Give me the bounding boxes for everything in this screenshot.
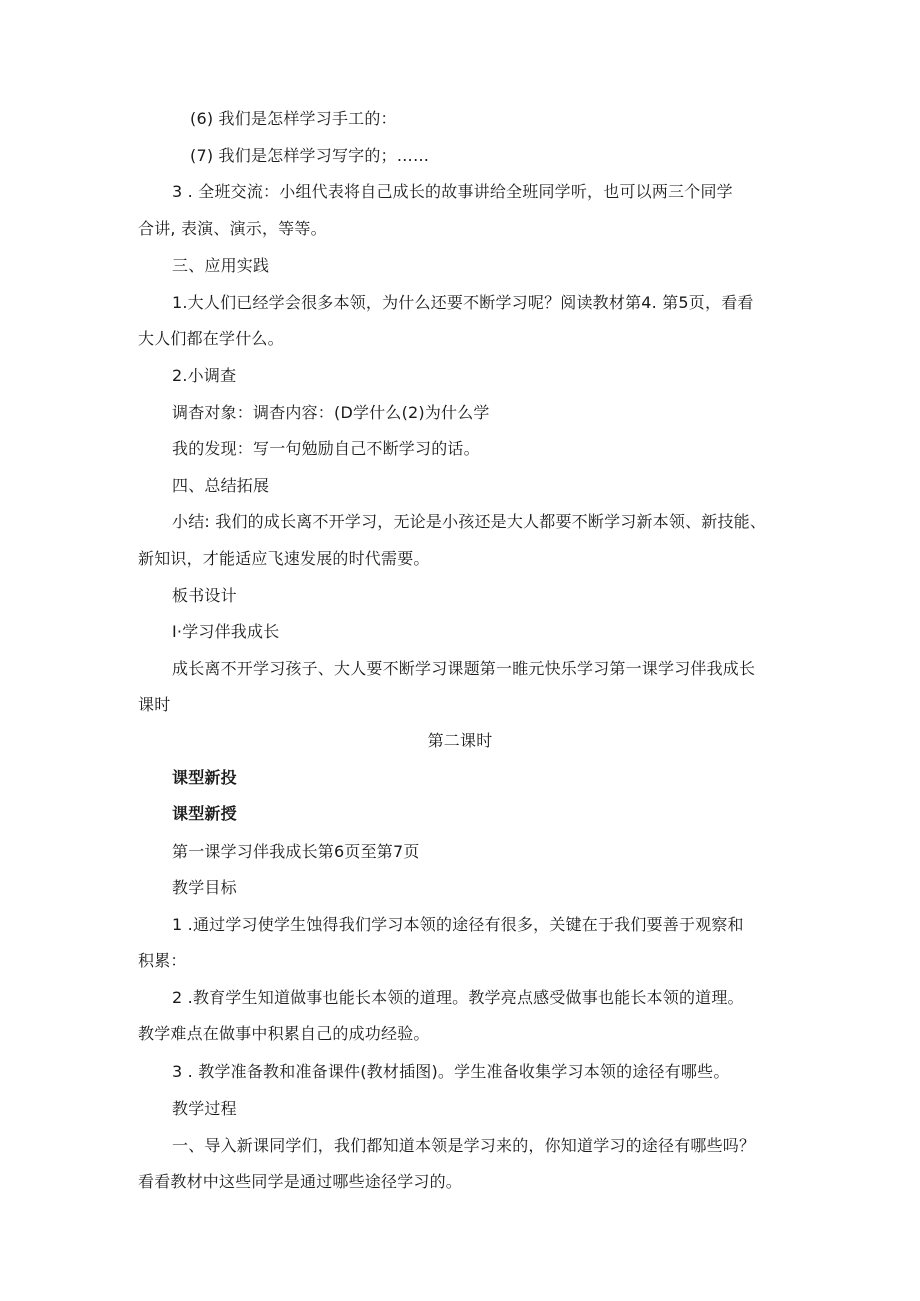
board-design-heading: 板书设计 xyxy=(172,586,237,605)
goal-item-2: 2 .教育学生知道做事也能长本领的道理。教学亮点感受做事也能长本领的道理。 xyxy=(172,988,744,1007)
paragraph-continuation: 看看教材中这些同学是通过哪些途径学习的。 xyxy=(138,1172,463,1191)
goal-item-3: 3 . 教学准备教和准备课件(教材插图)。学生准备收集学习本领的途径有哪些。 xyxy=(172,1062,730,1081)
goal-item-1: 1 .通过学习使学生蚀得我们学习本领的途径有很多，关键在于我们要善于观察和 xyxy=(172,915,744,934)
list-item-6: (6) 我们是怎样学习手工的： xyxy=(190,109,397,128)
lesson-type-heading: 课型新投 xyxy=(172,768,237,787)
list-item-7: (7) 我们是怎样学习写字的；…… xyxy=(190,146,430,165)
paragraph-continuation: 课时 xyxy=(138,695,171,714)
paragraph-continuation: 新知识，才能适应飞速发展的时代需要。 xyxy=(138,549,430,568)
paragraph-continuation: 大人们都在学什么。 xyxy=(138,329,284,348)
teaching-goals-heading: 教学目标 xyxy=(172,878,237,897)
survey-line: 调杳对象：调杳内容：(D学什么(2)为什么学 xyxy=(172,403,490,422)
section-heading-practice: 三、应用实践 xyxy=(172,256,270,275)
finding-line: 我的发现：写一句勉励自己不断学习的话。 xyxy=(172,439,480,458)
lesson-pages: 第一课学习伴我成长第6页至第7页 xyxy=(172,842,420,861)
paragraph-continuation: 合讲, 表演、演示，等等。 xyxy=(138,219,327,238)
teaching-process-heading: 教学过程 xyxy=(172,1099,237,1118)
lesson-type-heading: 课型新授 xyxy=(172,804,237,823)
practice-item-1: 1.大人们已经学会很多本领，为什么还要不断学习呢？阅读教材第4. 第5页，看看 xyxy=(172,293,754,312)
practice-item-2: 2.小调查 xyxy=(172,366,237,385)
step-3-class-exchange: 3 . 全班交流：小组代表将自己成长的故事讲给全班同学听，也可以两三个同学 xyxy=(172,182,733,201)
section-heading-summary: 四、总结拓展 xyxy=(172,476,270,495)
paragraph-continuation: 积累： xyxy=(138,951,187,970)
board-design-title: I·学习伴我成长 xyxy=(172,622,280,641)
intro-paragraph: 一、导入新课同学们，我们都知道本领是学习来的，你知道学习的途径有哪些吗？ xyxy=(172,1136,756,1155)
board-design-content: 成长离不开学习孩子、大人要不断学习课题第一睢元快乐学习第一课学习伴我成长 xyxy=(172,659,756,678)
paragraph-continuation: 教学难点在做事中积累自己的成功经验。 xyxy=(138,1024,430,1043)
lesson-title: 第二课时 xyxy=(427,731,493,750)
summary-paragraph: 小结: 我们的成长离不开学习，无论是小孩还是大人都要不断学习新本领、新技能、 xyxy=(172,512,767,531)
